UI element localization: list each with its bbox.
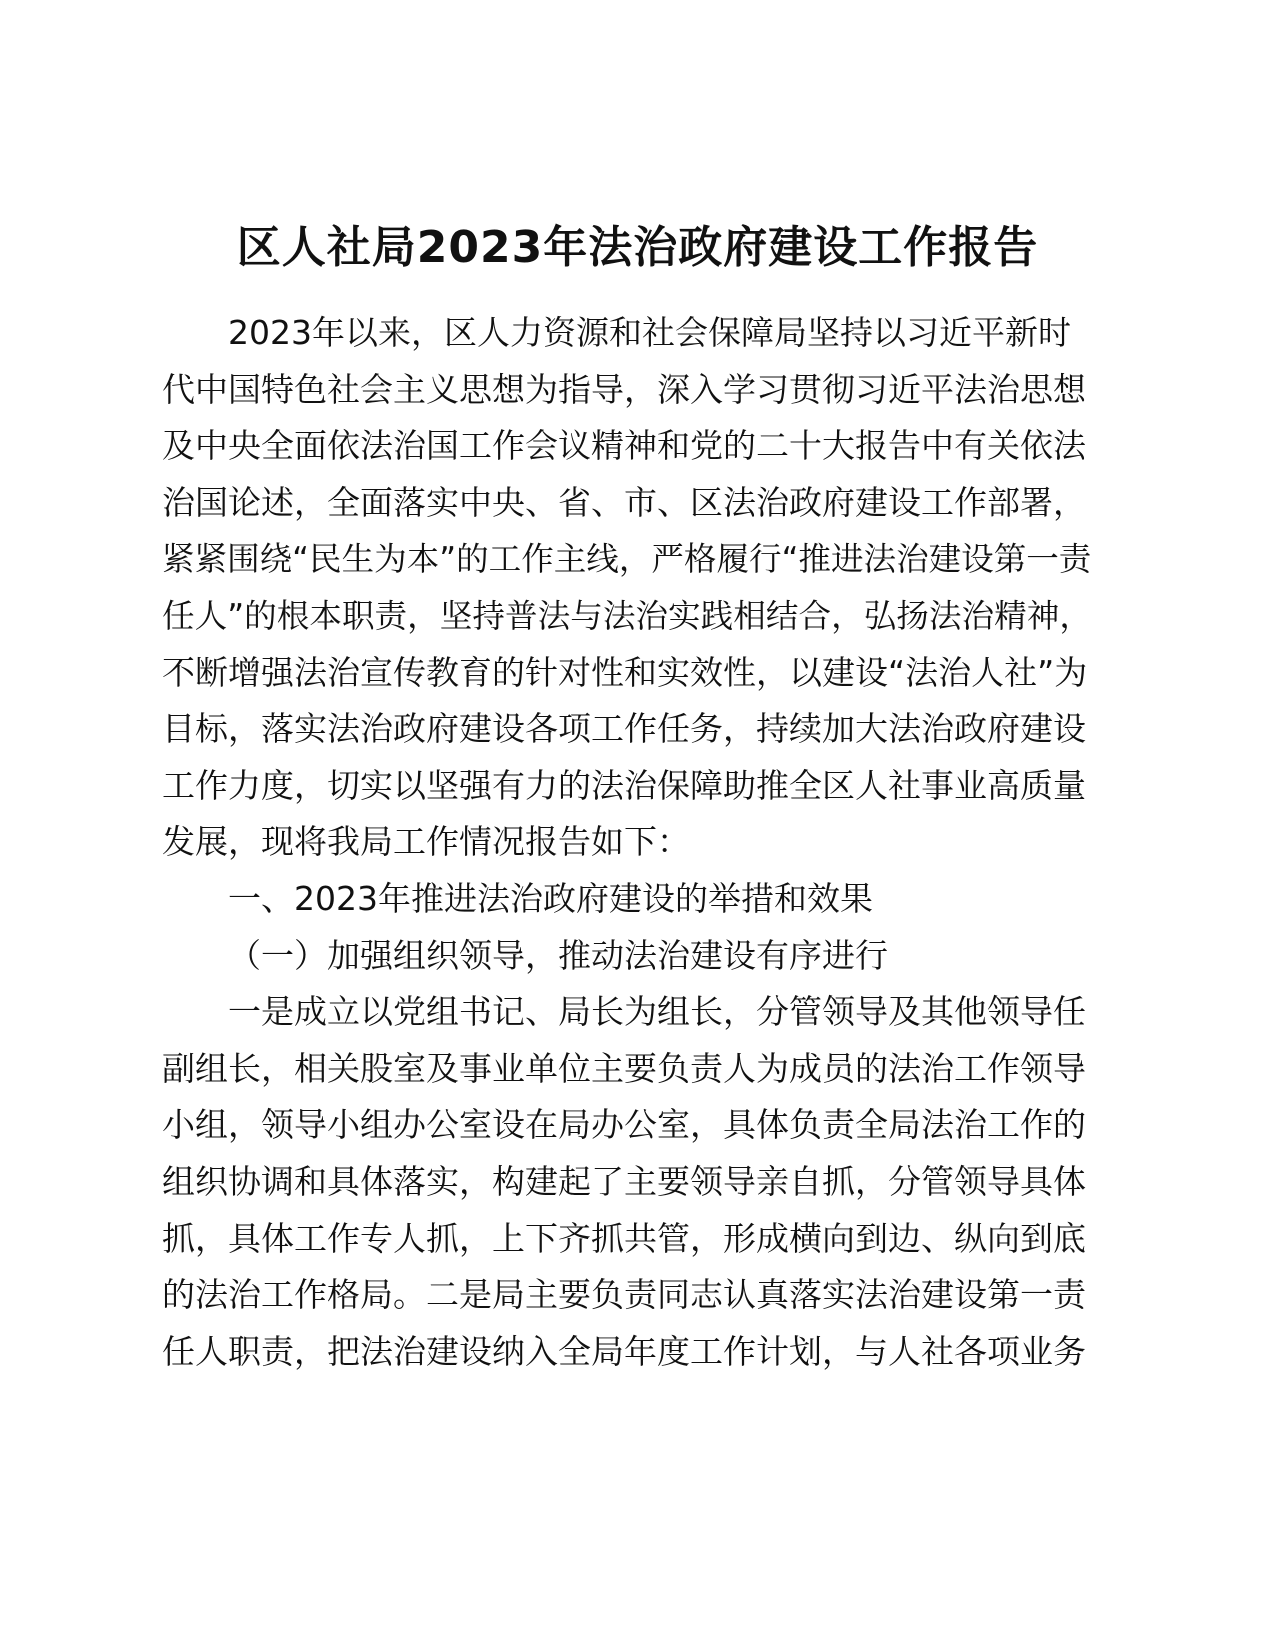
text-line: 小组，领导小组办公室设在局办公室，具体负责全局法治工作的 [162, 1105, 1086, 1145]
text-line: 的法治工作格局。二是局主要负责同志认真落实法治建设第一责 [162, 1275, 1086, 1315]
document-title: 区人社局2023年法治政府建设工作报告 [236, 222, 1039, 273]
text-line: 不断增强法治宣传教育的针对性和实效性，以建设“法治人社”为 [162, 652, 1088, 692]
text-line: 一、2023年推进法治政府建设的举措和效果 [228, 878, 873, 918]
text-line: 治国论述，全面落实中央、省、市、区法治政府建设工作部署， [162, 482, 1086, 522]
text-line: 副组长，相关股室及事业单位主要负责人为成员的法治工作领导 [162, 1048, 1086, 1088]
text-line: （一）加强组织领导，推动法治建设有序进行 [228, 935, 888, 975]
text-line: 任人职责，把法治建设纳入全局年度工作计划，与人社各项业务 [162, 1331, 1086, 1371]
text-line: 2023年以来，区人力资源和社会保障局坚持以习近平新时 [228, 313, 1071, 352]
text-line: 组织协调和具体落实，构建起了主要领导亲自抓，分管领导具体 [162, 1161, 1086, 1201]
text-line: 目标，落实法治政府建设各项工作任务，持续加大法治政府建设 [162, 709, 1086, 749]
text-line: 一是成立以党组书记、局长为组长，分管领导及其他领导任 [228, 992, 1086, 1032]
text-line: 发展，现将我局工作情况报告如下： [162, 822, 690, 862]
document-body [162, 305, 1092, 1380]
text-line: 紧紧围绕“民生为本”的工作主线，严格履行“推进法治建设第一责 [162, 540, 1092, 579]
text-line: 及中央全面依法治国工作会议精神和党的二十大报告中有关依法 [162, 426, 1086, 466]
text-line: 任人”的根本职责，坚持普法与法治实践相结合，弘扬法治精神， [162, 596, 1092, 635]
text-line: 工作力度，切实以坚强有力的法治保障助推全区人社事业高质量 [162, 765, 1086, 805]
text-line: 抓，具体工作专人抓，上下齐抓共管，形成横向到边、纵向到底 [162, 1218, 1086, 1258]
text-line: 代中国特色社会主义思想为指导，深入学习贯彻习近平法治思想 [162, 369, 1086, 409]
